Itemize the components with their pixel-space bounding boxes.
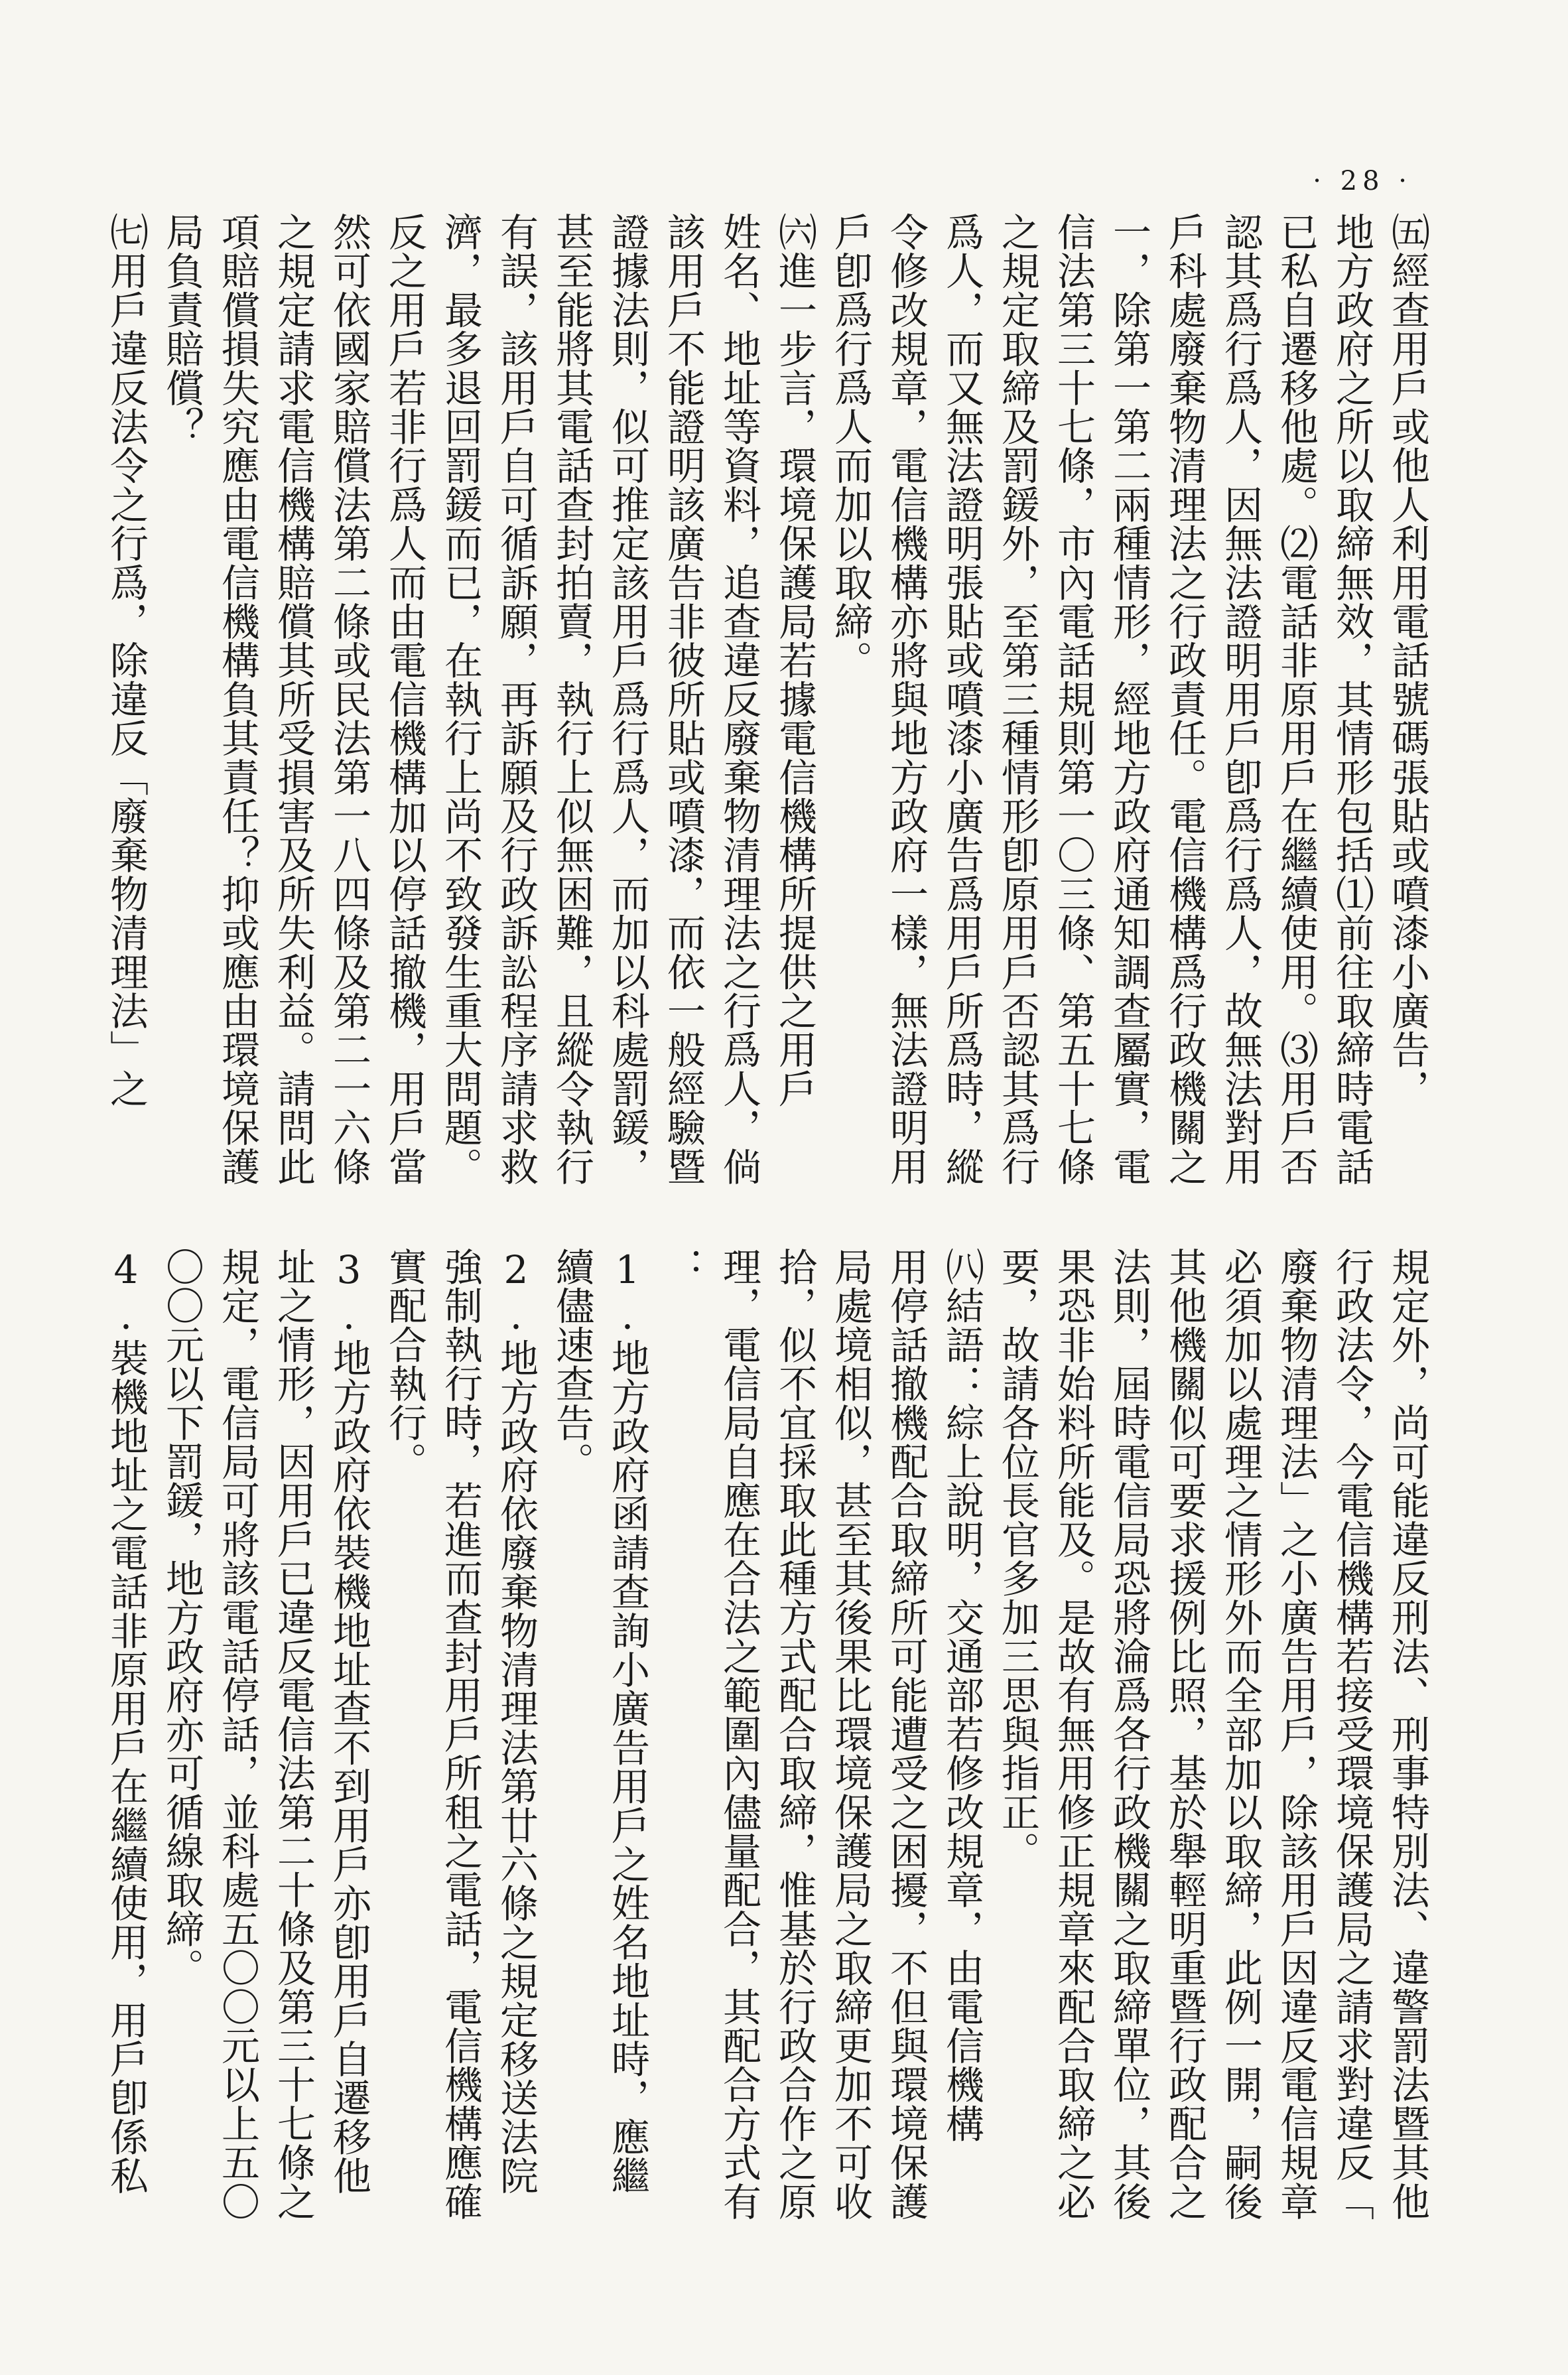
text-column: 用停話撤機配合取締所可能遭受之困擾，不但與環境保護 [883,1247,929,2221]
text-column: 廢棄物清理法」之小廣告用戶，除該用戶因違反電信規章 [1274,1247,1319,2221]
text-column: 之規定取締及罰鍰外，至第三種情形卽原用戶否認其爲行 [995,212,1040,1186]
page-number: · 28 · [1313,166,1412,196]
text-column: 證據法則，似可推定該用戶爲行爲人，而加以科處罰鍰， [605,212,650,1186]
text-column: 3.地方政府依裝機地址查不到用戶亦卽用戶自遷移他 [326,1247,371,2195]
text-column: 必須加以處理之情形外而全部加以取締，此例一開，嗣後 [1218,1247,1263,2221]
text-column: 規定，電信局可將該電話停話，並科處五〇〇元以上五〇 [215,1247,260,2221]
text-column: 續儘速查告。 [549,1247,594,1481]
text-column: 該用戶不能證明該廣告非彼所貼或噴漆，而依一般經驗暨 [661,212,706,1186]
text-column: 姓名、地址等資料，追查違反廢棄物清理法之行爲人，倘 [716,212,761,1186]
text-column: 要，故請各位長官多加三思與指正。 [995,1247,1040,1871]
text-column: 之規定請求電信機構賠償其所受損害及所失利益。請問此 [271,212,316,1186]
text-column: 然可依國家賠償法第二條或民法第一八四條及第二一六條 [326,212,371,1186]
text-column: 拾，似不宜採取此種方式配合取締，惟基於行政合作之原 [772,1247,817,2221]
text-column: 理，電信局自應在合法之範圍內儘量配合，其配合方式有 [716,1247,761,2221]
text-column: 爲人，而又無法證明張貼或噴漆小廣告爲用戶所爲時，縱 [939,212,984,1186]
text-column: 法則，屆時電信局恐將淪爲各行政機關之取締單位，其後 [1106,1247,1151,2221]
text-column: 1.地方政府函請查詢小廣告用戶之姓名地址時，應繼 [605,1247,650,2195]
text-column: ㈥進一步言，環境保護局若據電信機構所提供之用戶 [772,212,817,1109]
text-column: 局處境相似，甚至其後果比環境保護局之取締更加不可收 [828,1247,873,2221]
text-column: 甚至能將其電話查封拍賣，執行上似無困難，且縱令執行 [549,212,594,1186]
text-column: 有誤，該用戶自可循訴願，再訴願及行政訴訟程序請求救 [493,212,539,1186]
text-column: 其他機關似可要求援例比照，基於舉輕明重暨行政配合之 [1162,1247,1207,2221]
text-column: 反之用戶若非行爲人而由電信機構加以停話撤機，用戶當 [382,212,427,1186]
text-column: 規定外，尚可能違反刑法、刑事特別法、違警罰法暨其他 [1385,1247,1430,2221]
text-column: 一，除第一第二兩種情形，經地方政府通知調查屬實，電 [1106,212,1151,1186]
text-column: 已私自遷移他處。⑵電話非原用戶在繼續使用。⑶用戶否 [1274,212,1319,1186]
text-column: 戶科處廢棄物清理法之行政責任。電信機構爲行政機關之 [1162,212,1207,1186]
text-column: 認其爲行爲人，因無法證明用戶卽爲行爲人，故無法對用 [1218,212,1263,1186]
text-column: 4.裝機地址之電話非原用戶在繼續使用，用戶卽係私 [103,1247,149,2195]
text-column: 局負責賠償？ [159,212,204,446]
text-column: 2.地方政府依廢棄物清理法第廿六條之規定移送法院 [493,1247,539,2195]
text-column: 項賠償損失究應由電信機構負其責任？抑或應由環境保護 [215,212,260,1186]
text-column: 強制執行時，若進而查封用戶所租之電話，電信機構應確 [438,1247,483,2221]
text-column: 址之情形，因用戶已違反電信法第二十條及第三十七條之 [271,1247,316,2221]
text-column: ㈧結語：綜上說明，交通部若修改規章，由電信機構 [939,1247,984,2143]
upper-text-block [103,212,1435,1207]
text-column: ㈦用戶違反法令之行爲，除違反「廢棄物清理法」之 [103,212,149,1109]
text-column: 濟，最多退回罰鍰而已，在執行上尚不致發生重大問題。 [438,212,483,1186]
text-column: ㈤經查用戶或他人利用電話號碼張貼或噴漆小廣告， [1385,212,1430,1109]
text-column: 地方政府之所以取締無效，其情形包括⑴前往取締時電話 [1329,212,1374,1186]
text-column: 令修改規章，電信機構亦將與地方政府一樣，無法證明用 [883,212,929,1186]
text-column: 〇〇元以下罰鍰，地方政府亦可循線取締。 [159,1247,204,1988]
text-column: 實配合執行。 [382,1247,427,1481]
text-column: 行政法令，今電信機構若接受環境保護局之請求對違反「 [1329,1247,1374,2221]
lower-text-block [103,1247,1435,2242]
text-column: 戶卽爲行爲人而加以取締。 [828,212,873,680]
text-column: 果恐非始料所能及。是故有無用修正規章來配合取締之必 [1051,1247,1096,2221]
text-column: ： [661,1247,706,1286]
text-column: 信法第三十七條，市內電話規則第一〇三條、第五十七條 [1051,212,1096,1186]
